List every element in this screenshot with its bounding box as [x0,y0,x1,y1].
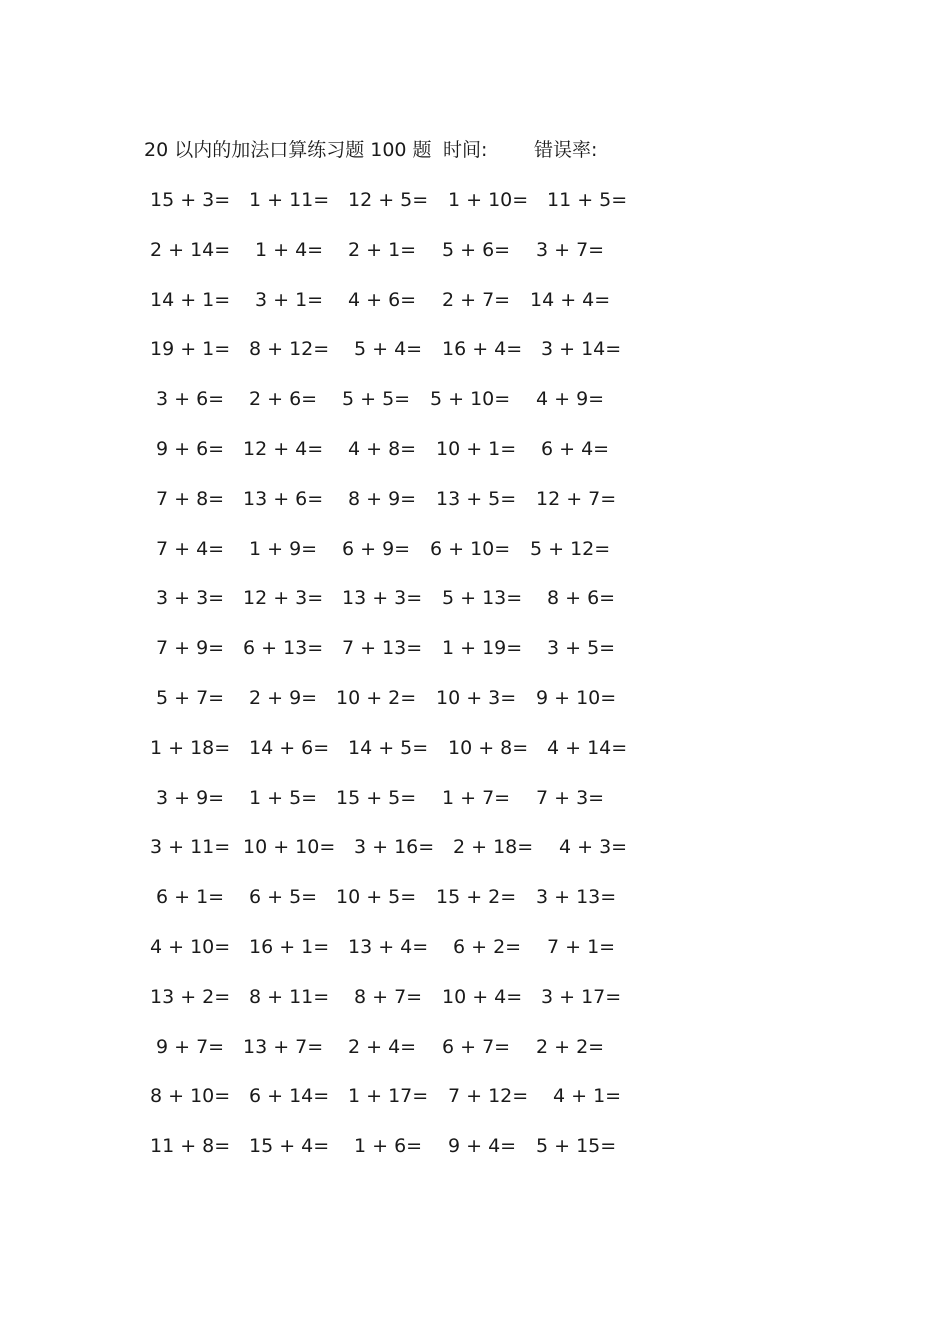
problem-item: 8 + 11= [249,985,330,1008]
problem-row [0,1083,950,1133]
problem-item: 8 + 9= [348,487,417,510]
problem-item: 7 + 8= [156,487,225,510]
problem-item: 5 + 6= [442,238,511,261]
problem-item: 16 + 4= [442,338,523,361]
problem-item: 2 + 9= [249,686,318,709]
problem-item: 13 + 5= [436,487,517,510]
problem-item: 4 + 3= [559,836,628,859]
problem-row [0,884,950,934]
problem-item: 14 + 5= [348,736,429,759]
problem-row [0,336,950,386]
problem-item: 4 + 10= [150,935,231,958]
problem-item: 3 + 14= [541,338,622,361]
problem-item: 9 + 10= [536,686,617,709]
problem-item: 3 + 1= [255,288,324,311]
problem-item: 12 + 3= [243,587,324,610]
problem-row [0,1133,950,1183]
problem-item: 4 + 14= [547,736,628,759]
problem-item: 2 + 18= [453,836,534,859]
problem-item: 1 + 18= [150,736,231,759]
problem-item: 9 + 7= [156,1035,225,1058]
problem-item: 10 + 10= [243,836,336,859]
problem-item: 5 + 7= [156,686,225,709]
problem-item: 6 + 7= [442,1035,511,1058]
problem-item: 12 + 5= [348,189,429,211]
problem-item: 15 + 2= [436,886,517,909]
problem-row [0,834,950,884]
problem-item: 13 + 3= [342,587,423,610]
problem-item: 16 + 1= [249,935,330,958]
problem-row [0,536,950,586]
problem-item: 15 + 3= [150,189,231,211]
problem-item: 3 + 7= [536,238,605,261]
problem-item: 1 + 17= [348,1085,429,1108]
problem-item: 10 + 4= [442,985,523,1008]
problem-item: 6 + 10= [430,537,511,560]
problem-item: 1 + 6= [354,1135,423,1158]
problem-item: 3 + 9= [156,786,225,809]
problem-row [0,237,950,287]
problem-item: 8 + 7= [354,985,423,1008]
problem-row [0,785,950,835]
problem-item: 11 + 5= [547,189,628,211]
problem-item: 15 + 4= [249,1135,330,1158]
problem-item: 1 + 9= [249,537,318,560]
problem-item: 3 + 3= [156,587,225,610]
problem-item: 13 + 7= [243,1035,324,1058]
problem-row [0,635,950,685]
problem-row [0,735,950,785]
problem-item: 9 + 6= [156,437,225,460]
problem-item: 1 + 4= [255,238,324,261]
problem-item: 9 + 4= [448,1135,517,1158]
problem-item: 2 + 2= [536,1035,605,1058]
problem-item: 12 + 7= [536,487,617,510]
problem-row [0,386,950,436]
problem-item: 11 + 8= [150,1135,231,1158]
problem-grid [0,187,950,1183]
problem-item: 13 + 4= [348,935,429,958]
problem-item: 6 + 14= [249,1085,330,1108]
problem-item: 2 + 14= [150,238,231,261]
problem-item: 14 + 6= [249,736,330,759]
problem-item: 3 + 5= [547,637,616,660]
problem-item: 8 + 10= [150,1085,231,1108]
problem-item: 6 + 4= [541,437,610,460]
problem-item: 3 + 6= [156,388,225,411]
problem-row [0,486,950,536]
problem-item: 4 + 6= [348,288,417,311]
worksheet-title: 20 以内的加法口算练习题 100 题 [144,139,432,161]
problem-row [0,585,950,635]
problem-row [0,436,950,486]
problem-item: 4 + 8= [348,437,417,460]
problem-item: 7 + 12= [448,1085,529,1108]
problem-item: 2 + 7= [442,288,511,311]
problem-row [0,287,950,337]
problem-item: 13 + 2= [150,985,231,1008]
problem-item: 2 + 4= [348,1035,417,1058]
problem-item: 5 + 4= [354,338,423,361]
problem-item: 4 + 1= [553,1085,622,1108]
problem-row [0,187,950,237]
problem-item: 6 + 2= [453,935,522,958]
problem-item: 1 + 10= [448,189,529,211]
problem-item: 8 + 12= [249,338,330,361]
problem-item: 6 + 1= [156,886,225,909]
problem-item: 5 + 5= [342,388,411,411]
problem-item: 4 + 9= [536,388,605,411]
problem-item: 3 + 13= [536,886,617,909]
problem-item: 1 + 5= [249,786,318,809]
problem-item: 1 + 7= [442,786,511,809]
problem-item: 7 + 13= [342,637,423,660]
problem-item: 7 + 3= [536,786,605,809]
error-rate-label: 错误率: [534,139,598,161]
problem-row [0,1034,950,1084]
problem-item: 6 + 13= [243,637,324,660]
problem-item: 2 + 1= [348,238,417,261]
problem-item: 10 + 1= [436,437,517,460]
problem-item: 5 + 12= [530,537,611,560]
problem-item: 3 + 16= [354,836,435,859]
problem-item: 7 + 1= [547,935,616,958]
problem-item: 15 + 5= [336,786,417,809]
problem-row [0,984,950,1034]
problem-item: 10 + 8= [448,736,529,759]
problem-item: 19 + 1= [150,338,231,361]
problem-item: 2 + 6= [249,388,318,411]
problem-item: 5 + 13= [442,587,523,610]
problem-item: 10 + 5= [336,886,417,909]
problem-item: 1 + 11= [249,189,330,211]
problem-item: 3 + 11= [150,836,231,859]
problem-item: 3 + 17= [541,985,622,1008]
problem-item: 6 + 9= [342,537,411,560]
problem-item: 13 + 6= [243,487,324,510]
problem-item: 6 + 5= [249,886,318,909]
problem-item: 10 + 3= [436,686,517,709]
problem-item: 1 + 19= [442,637,523,660]
problem-item: 12 + 4= [243,437,324,460]
problem-item: 7 + 4= [156,537,225,560]
problem-item: 10 + 2= [336,686,417,709]
problem-item: 14 + 4= [530,288,611,311]
problem-item: 7 + 9= [156,637,225,660]
problem-row [0,685,950,735]
time-label: 时间: [443,139,488,161]
problem-item: 8 + 6= [547,587,616,610]
problem-item: 5 + 10= [430,388,511,411]
problem-item: 5 + 15= [536,1135,617,1158]
problem-row [0,934,950,984]
problem-item: 14 + 1= [150,288,231,311]
